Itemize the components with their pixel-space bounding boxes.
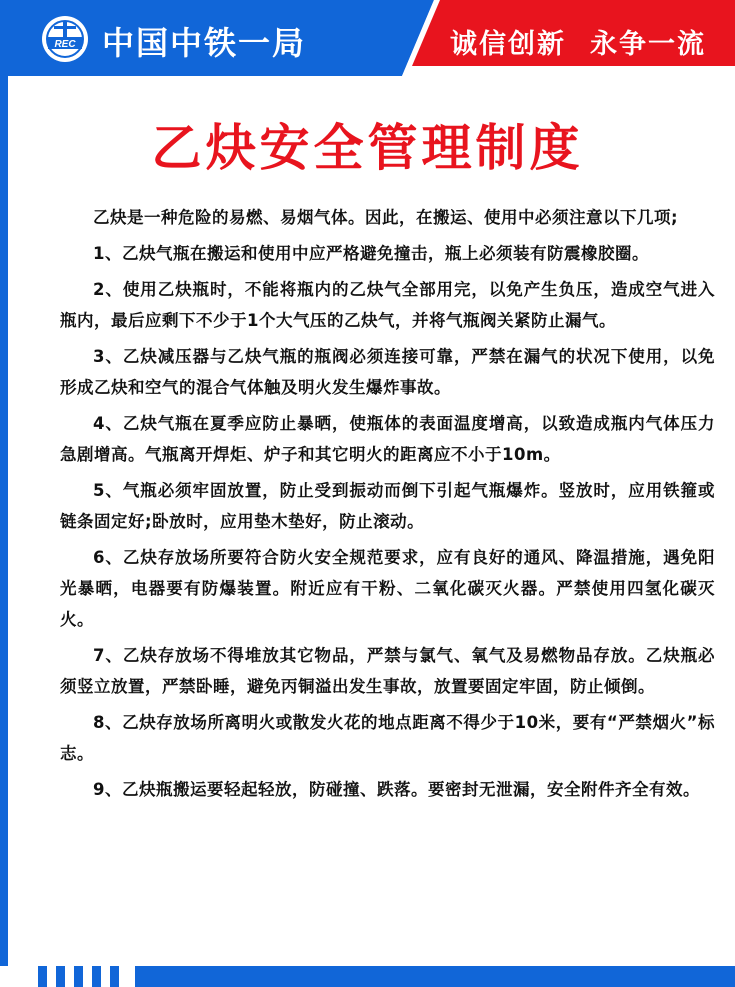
regulation-body	[60, 202, 715, 810]
footer-band	[135, 966, 735, 987]
paragraph-item: 3、乙炔减压器与乙炔气瓶的瓶阀必须连接可靠，严禁在漏气的状况下使用，以免形成乙炔和空气的混合气体触及明火发生爆炸事故。	[60, 347, 715, 397]
slogan	[450, 22, 706, 61]
company-logo	[40, 14, 90, 64]
slogan-part-1: 诚信创新	[450, 29, 566, 60]
paragraph-item: 8、乙炔存放场所离明火或散发火花的地点距离不得少于10米，要有“严禁烟火”标志。	[60, 713, 715, 763]
header-banner	[0, 0, 735, 76]
footer-stripe	[74, 966, 83, 987]
company-name: 中国中铁一局	[102, 24, 307, 62]
paragraph-intro: 乙炔是一种危险的易燃、易烟气体。因此，在搬运、使用中必须注意以下几项;	[93, 208, 679, 227]
paragraph-item: 1、乙炔气瓶在搬运和使用中应严格避免撞击，瓶上必须装有防震橡胶圈。	[93, 244, 649, 263]
paragraph-item: 9、乙炔瓶搬运要轻起轻放，防碰撞、跌落。要密封无泄漏，安全附件齐全有效。	[93, 780, 700, 799]
svg-text:REC: REC	[54, 39, 76, 50]
slogan-part-2: 永争一流	[590, 29, 706, 60]
footer-stripe	[92, 966, 101, 987]
paragraph-item: 4、乙炔气瓶在夏季应防止暴晒，使瓶体的表面温度增高，以致造成瓶内气体压力急剧增高。气瓶离开焊炬、炉子和其它明火的距离应不小于10m。	[60, 414, 715, 464]
footer-stripe	[56, 966, 65, 987]
page-title: 乙炔安全管理制度	[151, 119, 584, 177]
footer-stripe	[110, 966, 119, 987]
paragraph-item: 7、乙炔存放场不得堆放其它物品，严禁与氯气、氧气及易燃物品存放。乙炔瓶必须竖立放置，严禁卧睡，避免丙铜溢出发生事故，放置要固定牢固，防止倾倒。	[60, 646, 715, 696]
left-accent-bar	[0, 76, 8, 966]
footer-stripe	[38, 966, 47, 987]
footer-bar	[0, 966, 735, 987]
paragraph-item: 5、气瓶必须牢固放置，防止受到振动而倒下引起气瓶爆炸。竖放时，应用铁箍或链条固定好;卧放时，应用垫木垫好，防止滚动。	[60, 481, 715, 531]
paragraph-item: 6、乙炔存放场所要符合防火安全规范要求，应有良好的通风、降温措施，遇免阳光暴晒，电器要有防爆装置。附近应有干粉、二氧化碳灭火器。严禁使用四氢化碳灭火。	[60, 548, 715, 629]
paragraph-item: 2、使用乙炔瓶时，不能将瓶内的乙炔气全部用完，以免产生负压，造成空气进入瓶内，最后应剩下不少于1个大气压的乙炔气，并将气瓶阀关紧防止漏气。	[60, 280, 715, 330]
